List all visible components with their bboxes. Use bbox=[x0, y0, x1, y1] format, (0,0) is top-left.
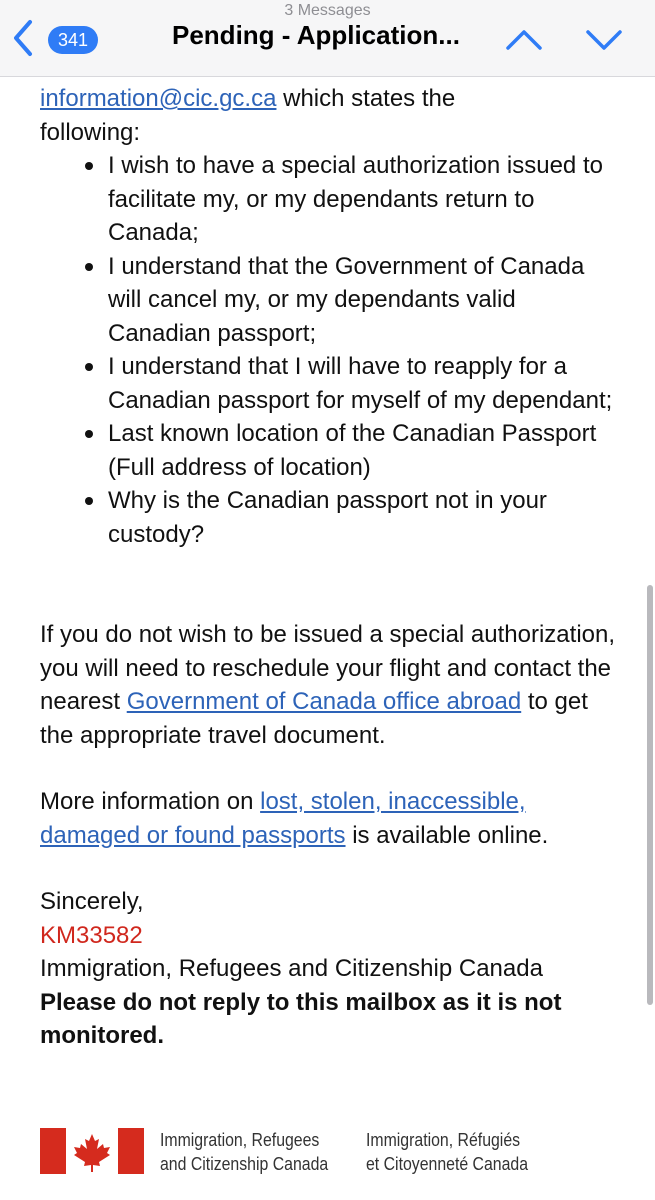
list-item: I understand that I will have to reapply for a Canadian passport for myself of my dependant; bbox=[40, 350, 620, 417]
navigation-bar bbox=[0, 0, 655, 77]
message-count: 3 Messages bbox=[284, 2, 371, 19]
logo-en-line-2: and Citizenship Canada bbox=[160, 1154, 329, 1174]
requirements-list bbox=[40, 149, 620, 551]
chevron-down-icon bbox=[584, 47, 624, 64]
list-item: Why is the Canadian passport not in your custody? bbox=[40, 484, 620, 551]
ircc-logo bbox=[40, 1124, 600, 1180]
email-link[interactable]: information@cic.gc.ca bbox=[40, 85, 277, 112]
spacer bbox=[40, 752, 620, 785]
passports-info-link[interactable]: lost, stolen, inaccessible, damaged or found passports bbox=[40, 788, 526, 849]
chevron-up-icon bbox=[504, 47, 544, 64]
previous-message-button[interactable] bbox=[504, 20, 544, 60]
list-item: I understand that the Government of Canada will cancel my, or my dependants valid Canadian passport; bbox=[40, 250, 620, 351]
scrollbar[interactable] bbox=[647, 585, 653, 1005]
agent-id: KM33582 bbox=[40, 921, 143, 949]
intro-paragraph bbox=[40, 82, 620, 149]
logo-fr-line-1: Immigration, Réfugiés bbox=[366, 1130, 521, 1150]
spacer bbox=[40, 852, 620, 885]
list-item: Last known location of the Canadian Passport (Full address of location) bbox=[40, 417, 620, 484]
logo-fr-line-2: et Citoyenneté Canada bbox=[366, 1154, 529, 1174]
government-office-link[interactable]: Government of Canada office abroad bbox=[126, 688, 522, 715]
reschedule-text-end: to get the appropriate travel document. bbox=[40, 688, 588, 749]
logo-en-line-1: Immigration, Refugees bbox=[160, 1130, 320, 1150]
department-name: Immigration, Refugees and Citizenship Canada bbox=[40, 955, 543, 982]
list-item: I wish to have a special authorization issued to facilitate my, or my dependants return to Canada; bbox=[40, 149, 620, 250]
back-button[interactable] bbox=[10, 18, 110, 62]
logo-text-french bbox=[366, 1128, 528, 1176]
intro-text-following: following: bbox=[40, 118, 141, 146]
reschedule-text: If you do not wish to be issued a special authorization, you will need to reschedule your flight and contact the nearest bbox=[40, 621, 616, 715]
email-body bbox=[40, 82, 620, 1053]
thread-title: Pending - Application... bbox=[172, 20, 460, 50]
signoff: Sincerely, bbox=[40, 888, 144, 915]
signature-block bbox=[40, 885, 620, 1053]
chevron-left-icon bbox=[10, 18, 36, 63]
intro-text: which states the bbox=[276, 85, 456, 112]
logo-text-english bbox=[160, 1128, 328, 1176]
more-info-text-end: is available online. bbox=[345, 821, 549, 849]
reschedule-paragraph bbox=[40, 618, 620, 752]
more-info-paragraph bbox=[40, 785, 620, 852]
next-message-button[interactable] bbox=[584, 20, 624, 60]
unread-count-badge: 341 bbox=[48, 26, 98, 54]
more-info-text: More information on bbox=[40, 788, 261, 815]
no-reply-notice: Please do not reply to this mailbox as it is not monitored. bbox=[40, 988, 562, 1049]
spacer bbox=[40, 551, 620, 618]
